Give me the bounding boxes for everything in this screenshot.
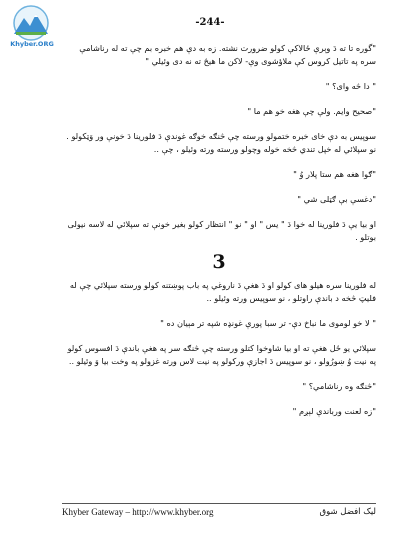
paragraph: سپلائي يو ځل هغې ته او بيا شاوخوا کتلو ورسته چې څنګه سر په هغې باندې دَ افسوس کولو په نيت وُ ښورُولو ، نو سوپيس دَ اجازې ورکولو په نيت لاس ورته غزولو په وخت بيا وَ وئيلو .. (67, 343, 376, 366)
paragraph: او بيا يې دَ فلورينا له خوا دَ " يس " او " نو " انتظار کولو بغير خونې ته سپلائي له لاسه نيولی بوتلو . (67, 219, 376, 242)
paragraph: "زه لعنت ورباندې لېږم " (292, 406, 376, 416)
paragraph: سوپيس به دې خای خبره ختمولو ورسته چې څنګه خوګه غوندې دَ فلورينا دَ خونې ور وَټکولو . نو سپلائي له خپل تندي څخه خوله وچولو ورسته ورته وئيلو ، چې .. (66, 131, 376, 154)
page-body (62, 42, 376, 430)
logo-text: Khyber.ORG (10, 40, 54, 48)
paragraph: "گوره تا ته دَ وېرې ځالاکې کولو ضرورت نشته. زه به دې هم خبره بم چې ته له رناشامې سره په تاتيل کروس کې ملاؤشوی وې- لاکن ما هیڅ ته نه دی وئیلي " (79, 43, 376, 66)
footer-divider (62, 503, 376, 504)
paragraph: "څنګه وه رناشامي؟ " (302, 381, 376, 391)
footer-author: لیک افضل شوق (319, 507, 376, 517)
page-number: -244- (195, 17, 225, 28)
paragraph: " دا څه وای؟ " (325, 81, 376, 91)
paragraph: "دغسې بې ګټلی شي " (297, 194, 376, 204)
paragraph: " لا خو لوموی ما نباخ دې- تر سبا پورې غونډه شپه تر مېيان ده " (160, 318, 376, 328)
chapter-number: 3 (212, 251, 226, 273)
paragraph: له فلورينا سره هيلو هاى کولو او دَ هغې دَ ناروغي په باب پوښتنه کولو ورسته سپلائي چې له فلیټ څخه د باندې راوتلو ، نو سوپيس ورته وئيلو .. (69, 280, 376, 303)
paragraph: "ګوا هغه هم ستا پلار وُ " (293, 169, 376, 179)
footer-website: Khyber Gateway – http://www.khyber.org (62, 507, 214, 517)
paragraph: "صحيح وايم. ولې چې هغه خو هم ما " (247, 106, 376, 116)
